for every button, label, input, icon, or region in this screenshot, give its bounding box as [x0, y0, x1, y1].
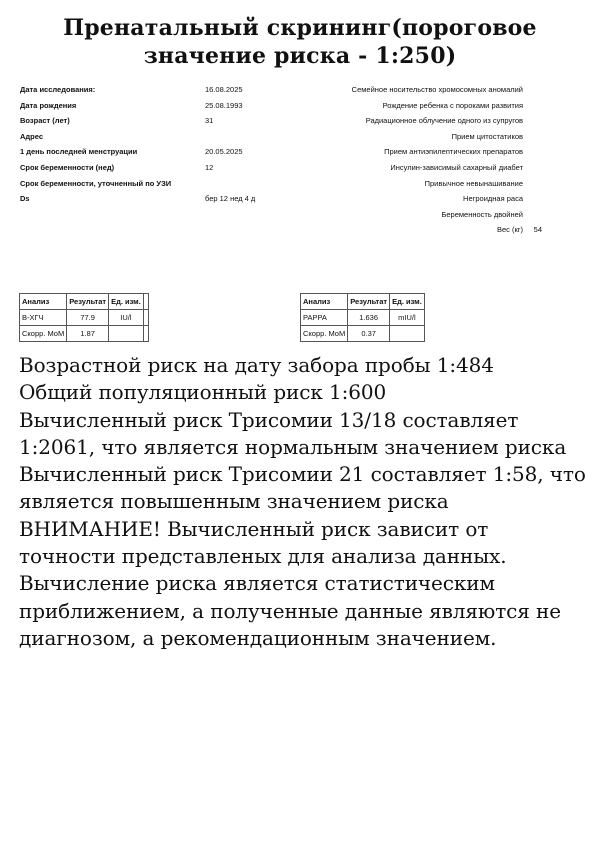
table-row — [301, 310, 425, 326]
risk-factor-label: Инсулин-зависимый сахарный диабет — [390, 162, 523, 172]
info-label: Срок беременности, уточненный по УЗИ — [20, 178, 172, 188]
info-value: 31 — [205, 116, 214, 126]
info-value: 20.05.2025 — [205, 147, 243, 157]
column-header-result: Результат — [348, 294, 390, 310]
risk-factor-label: Негроидная раса — [463, 194, 523, 204]
risk-factor-label: Прием антиэпилептических препаратов — [384, 147, 523, 157]
weight-value: 54 — [533, 225, 542, 235]
info-label: Ds — [20, 194, 30, 204]
risk-factor-label: Семейное носительство хромосомных аномалий — [351, 85, 523, 94]
unit-cell: IU/l — [109, 310, 144, 326]
unit-cell — [390, 326, 425, 342]
disclaimer-text: Вычисление риска является статистическим приближением, а полученные данные являются не диагнозом, а рекомендационным значением. — [19, 571, 562, 650]
info-label: Возраст (лет) — [20, 116, 70, 126]
column-header-unit: Ед. изм. — [109, 294, 144, 310]
risk-factor-label: Прием цитостатиков — [451, 131, 523, 141]
table-row — [20, 310, 149, 326]
page-title: Пренатальный скрининг(пороговое значение риска - 1:250) — [63, 15, 537, 69]
info-value: 25.08.1993 — [205, 100, 243, 110]
weight-label: Вес (кг) — [496, 225, 523, 235]
results-table-pappa — [300, 293, 425, 342]
info-value: 16.08.2025 — [205, 85, 243, 94]
info-row — [20, 145, 580, 161]
table-row — [301, 326, 425, 342]
results-table-hcg — [19, 293, 149, 342]
info-row — [20, 99, 580, 115]
population-risk-text: Общий популяционный риск 1:600 — [19, 380, 387, 405]
unit-cell — [109, 326, 144, 342]
info-label: Адрес — [20, 131, 44, 141]
table-row — [20, 326, 149, 342]
info-row — [20, 114, 580, 130]
info-label: Дата рождения — [20, 100, 77, 110]
result-cell: 77.9 — [67, 310, 109, 326]
info-row — [20, 192, 580, 208]
info-value: 12 — [205, 162, 214, 172]
result-cell: 1.636 — [348, 310, 390, 326]
analysis-cell: PAPPA — [301, 310, 348, 326]
analysis-cell: Скорр. МоМ — [301, 326, 348, 342]
info-row — [20, 161, 580, 177]
column-header-unit: Ед. изм. — [390, 294, 425, 310]
table-header-row — [301, 294, 425, 310]
info-label: Дата исследования: — [20, 85, 96, 94]
result-cell: 0.37 — [348, 326, 390, 342]
analysis-cell: В-ХГЧ — [20, 310, 67, 326]
age-risk-text: Возрастной риск на дату забора пробы 1:484 — [19, 353, 494, 377]
info-row — [20, 177, 580, 193]
risk-factor-label: Привычное невынашивание — [424, 178, 523, 188]
column-header-analysis: Анализ — [20, 294, 67, 310]
patient-info-block — [20, 83, 580, 239]
risk-factor-label: Радиационное облучение одного из супругов — [365, 116, 523, 126]
info-value: бер 12 нед 4 д — [205, 194, 256, 204]
info-row — [20, 208, 580, 224]
info-label: 1 день последней менструации — [20, 147, 138, 157]
empty-cell — [143, 310, 148, 326]
column-header-analysis: Анализ — [301, 294, 348, 310]
empty-cell — [143, 326, 148, 342]
empty-cell — [143, 294, 148, 310]
info-row — [20, 130, 580, 146]
result-cell: 1.87 — [67, 326, 109, 342]
trisomy-21-risk-text: Вычисленный риск Трисомии 21 составляет 1:58, что является повышенным значением риска — [19, 462, 586, 514]
column-header-result: Результат — [67, 294, 109, 310]
info-row — [20, 83, 580, 99]
risk-factor-label: Рождение ребенка с пороками развития — [382, 100, 523, 110]
conclusion-text — [19, 352, 589, 652]
unit-cell: mIU/l — [390, 310, 425, 326]
analysis-cell: Скорр. МоМ — [20, 326, 67, 342]
info-label: Срок беременности (нед) — [20, 162, 115, 172]
warning-text: ВНИМАНИЕ! Вычисленный риск зависит от точности представленых для анализа данных. — [19, 516, 507, 569]
table-header-row — [20, 294, 149, 310]
weight-row — [20, 223, 580, 239]
risk-factor-label: Беременность двойней — [441, 209, 523, 219]
trisomy-13-18-risk-text: Вычисленный риск Трисомии 13/18 составляет 1:2061, что является нормальным значением риска — [19, 407, 567, 459]
